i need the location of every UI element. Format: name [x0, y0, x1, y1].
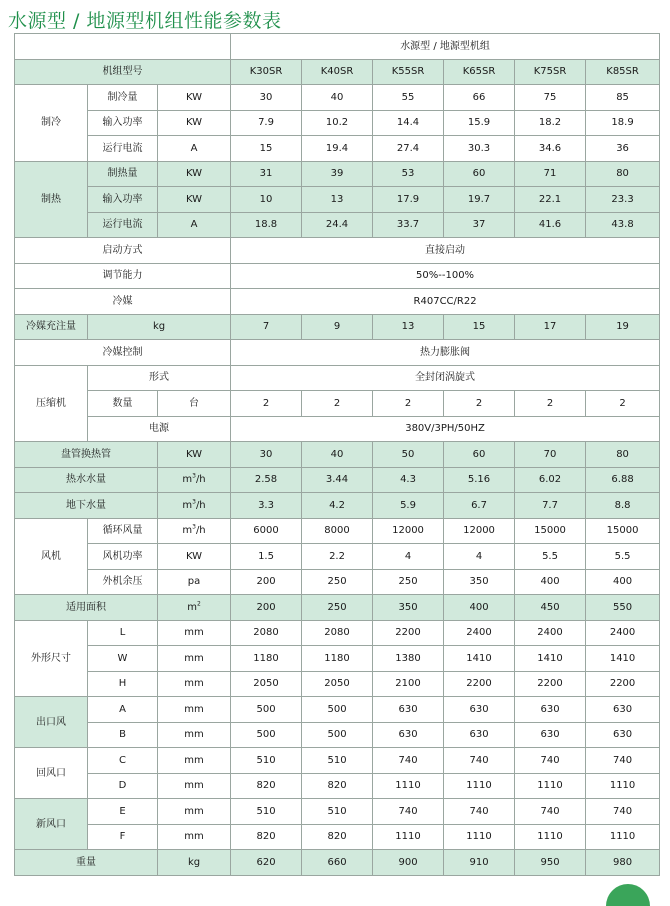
value-cell: 2080 [302, 620, 373, 646]
unit-exponent: 2 [196, 600, 201, 608]
table-row [15, 595, 660, 621]
value-cell: 620 [231, 850, 302, 876]
value-cell: 820 [302, 773, 373, 799]
value-cell: 2050 [302, 671, 373, 697]
value-cell: 33.7 [373, 212, 444, 238]
value-cell: 66 [444, 85, 515, 111]
unit-base: m [182, 499, 193, 511]
value-cell: 740 [444, 799, 515, 825]
table-row [15, 110, 660, 136]
table-row [15, 365, 660, 391]
value-cell: 740 [515, 799, 586, 825]
value-cell: 70 [515, 442, 586, 468]
value-cell: 740 [373, 748, 444, 774]
value-cell: 400 [444, 595, 515, 621]
model-label: 机组型号 [15, 59, 231, 85]
value-cell: 900 [373, 850, 444, 876]
table-row [15, 722, 660, 748]
model-header: K85SR [586, 59, 660, 85]
param-name: F [88, 824, 158, 850]
value-cell: 15.9 [444, 110, 515, 136]
value-cell: 6000 [231, 518, 302, 544]
table-row [15, 238, 660, 264]
value-cell: 630 [373, 722, 444, 748]
value-cell: 8.8 [586, 493, 660, 519]
fan-label: 风机 [15, 518, 88, 595]
value-cell: 250 [302, 595, 373, 621]
table-row [15, 263, 660, 289]
unit-cell [158, 493, 231, 519]
model-header: K40SR [302, 59, 373, 85]
unit-cell: mm [158, 824, 231, 850]
unit-cell: mm [158, 799, 231, 825]
unit-cell: KW [158, 442, 231, 468]
value-cell: 250 [302, 569, 373, 595]
value-cell: 1110 [373, 773, 444, 799]
unit-cell: pa [158, 569, 231, 595]
value-cell: 30 [231, 442, 302, 468]
value-cell: 40 [302, 442, 373, 468]
value-cell: 15000 [515, 518, 586, 544]
table-row [15, 799, 660, 825]
param-name: 运行电流 [88, 136, 158, 162]
value-cell: 630 [515, 697, 586, 723]
value-cell: 2050 [231, 671, 302, 697]
value-cell: 15000 [586, 518, 660, 544]
value-cell: 2 [586, 391, 660, 417]
value-cell: 1110 [515, 824, 586, 850]
unit-base: m [182, 474, 193, 486]
value-cell: 85 [586, 85, 660, 111]
value-cell: 1110 [586, 773, 660, 799]
power-label: 电源 [88, 416, 231, 442]
value-cell: 2 [302, 391, 373, 417]
table-row [15, 59, 660, 85]
value-cell: 24.4 [302, 212, 373, 238]
unit-cell: mm [158, 671, 231, 697]
param-name: 外机余压 [88, 569, 158, 595]
regulation-value: 50%--100% [231, 263, 660, 289]
outlet-label: 出口风 [15, 697, 88, 748]
value-cell: 3.3 [231, 493, 302, 519]
value-cell: 820 [231, 773, 302, 799]
value-cell: 27.4 [373, 136, 444, 162]
value-cell: 31 [231, 161, 302, 187]
power-value: 380V/3PH/50HZ [231, 416, 660, 442]
unit-base: m [182, 525, 193, 537]
table-row [15, 671, 660, 697]
value-cell: 4 [444, 544, 515, 570]
value-cell: 1410 [444, 646, 515, 672]
value-cell: 39 [302, 161, 373, 187]
value-cell: 37 [444, 212, 515, 238]
area-label: 适用面积 [15, 595, 158, 621]
value-cell: 5.16 [444, 467, 515, 493]
table-row [15, 697, 660, 723]
value-cell: 36 [586, 136, 660, 162]
unit-cell: mm [158, 620, 231, 646]
value-cell: 630 [444, 697, 515, 723]
param-name: E [88, 799, 158, 825]
table-row [15, 187, 660, 213]
param-name: H [88, 671, 158, 697]
value-cell: 5.5 [515, 544, 586, 570]
value-cell: 510 [231, 799, 302, 825]
unit-tail: /h [195, 525, 206, 537]
value-cell: 19 [586, 314, 660, 340]
value-cell: 2.2 [302, 544, 373, 570]
param-name: D [88, 773, 158, 799]
model-header: K75SR [515, 59, 586, 85]
value-cell: 7.7 [515, 493, 586, 519]
value-cell: 1.5 [231, 544, 302, 570]
value-cell: 550 [586, 595, 660, 621]
param-name: W [88, 646, 158, 672]
param-name: B [88, 722, 158, 748]
value-cell: 1110 [444, 773, 515, 799]
value-cell: 2200 [444, 671, 515, 697]
value-cell: 1410 [515, 646, 586, 672]
value-cell: 1410 [586, 646, 660, 672]
value-cell: 400 [586, 569, 660, 595]
model-header: K65SR [444, 59, 515, 85]
value-cell: 5.9 [373, 493, 444, 519]
table-row [15, 85, 660, 111]
unit-tail: /h [195, 499, 206, 511]
table-row [15, 544, 660, 570]
table-row [15, 442, 660, 468]
unit-cell: KW [158, 110, 231, 136]
param-name: 制冷量 [88, 85, 158, 111]
param-name: 输入功率 [88, 110, 158, 136]
unit-cell [158, 518, 231, 544]
value-cell: 34.6 [515, 136, 586, 162]
table-row [15, 161, 660, 187]
param-name: 风机功率 [88, 544, 158, 570]
table-row [15, 824, 660, 850]
value-cell: 13 [373, 314, 444, 340]
model-header: K55SR [373, 59, 444, 85]
return-air-label: 回风口 [15, 748, 88, 799]
weight-label: 重量 [15, 850, 158, 876]
value-cell: 19.7 [444, 187, 515, 213]
unit-cell: KW [158, 544, 231, 570]
value-cell: 12000 [444, 518, 515, 544]
start-mode-label: 启动方式 [15, 238, 231, 264]
table-row [15, 391, 660, 417]
unit-cell: kg [88, 314, 231, 340]
unit-tail: /h [195, 474, 206, 486]
value-cell: 1110 [515, 773, 586, 799]
value-cell: 22.1 [515, 187, 586, 213]
value-cell: 200 [231, 569, 302, 595]
value-cell: 660 [302, 850, 373, 876]
value-cell: 5.5 [586, 544, 660, 570]
value-cell: 10 [231, 187, 302, 213]
value-cell: 2 [231, 391, 302, 417]
value-cell: 6.7 [444, 493, 515, 519]
value-cell: 7 [231, 314, 302, 340]
value-cell: 2400 [515, 620, 586, 646]
param-name: 输入功率 [88, 187, 158, 213]
unit-cell: mm [158, 697, 231, 723]
refrigerant-control-label: 冷媒控制 [15, 340, 231, 366]
table-row [15, 416, 660, 442]
refrigerant-value: R407CC/R22 [231, 289, 660, 315]
value-cell: 2 [515, 391, 586, 417]
value-cell: 350 [444, 569, 515, 595]
charge-label: 冷媒充注量 [15, 314, 88, 340]
start-mode-value: 直接启动 [231, 238, 660, 264]
value-cell: 740 [515, 748, 586, 774]
form-value: 全封闭涡旋式 [231, 365, 660, 391]
table-row [15, 748, 660, 774]
value-cell: 400 [515, 569, 586, 595]
value-cell: 15 [231, 136, 302, 162]
value-cell: 40 [302, 85, 373, 111]
value-cell: 2100 [373, 671, 444, 697]
compressor-label: 压缩机 [15, 365, 88, 442]
unit-cell: A [158, 136, 231, 162]
value-cell: 6.02 [515, 467, 586, 493]
table-row [15, 467, 660, 493]
param-name: C [88, 748, 158, 774]
value-cell: 820 [302, 824, 373, 850]
unit-exponent: 3 [192, 498, 196, 506]
spec-table [14, 33, 660, 876]
coil-label: 盘管换热管 [15, 442, 158, 468]
value-cell: 6.88 [586, 467, 660, 493]
param-name: L [88, 620, 158, 646]
value-cell: 2 [373, 391, 444, 417]
value-cell: 80 [586, 442, 660, 468]
unit-cell [158, 595, 231, 621]
value-cell: 740 [586, 748, 660, 774]
value-cell: 4.3 [373, 467, 444, 493]
value-cell: 630 [515, 722, 586, 748]
logo-seal [606, 884, 650, 906]
value-cell: 2200 [586, 671, 660, 697]
param-name: 运行电流 [88, 212, 158, 238]
value-cell: 2080 [231, 620, 302, 646]
value-cell: 500 [231, 697, 302, 723]
unit-cell: mm [158, 646, 231, 672]
unit-cell [158, 467, 231, 493]
heating-label: 制热 [15, 161, 88, 238]
param-name: A [88, 697, 158, 723]
value-cell: 60 [444, 442, 515, 468]
value-cell: 500 [231, 722, 302, 748]
value-cell: 10.2 [302, 110, 373, 136]
unit-cell: mm [158, 773, 231, 799]
table-row [15, 212, 660, 238]
value-cell: 250 [373, 569, 444, 595]
param-name: 制热量 [88, 161, 158, 187]
value-cell: 18.9 [586, 110, 660, 136]
table-cell [15, 34, 231, 60]
value-cell: 53 [373, 161, 444, 187]
form-label: 形式 [88, 365, 231, 391]
value-cell: 1380 [373, 646, 444, 672]
value-cell: 4 [373, 544, 444, 570]
unit-cell: KW [158, 85, 231, 111]
qty-label: 数量 [88, 391, 158, 417]
value-cell: 23.3 [586, 187, 660, 213]
value-cell: 18.8 [231, 212, 302, 238]
value-cell: 630 [444, 722, 515, 748]
page-title: 水源型 / 地源型机组性能参数表 [8, 10, 282, 32]
value-cell: 60 [444, 161, 515, 187]
table-row [15, 569, 660, 595]
value-cell: 510 [302, 799, 373, 825]
value-cell: 7.9 [231, 110, 302, 136]
refrigerant-label: 冷媒 [15, 289, 231, 315]
value-cell: 17 [515, 314, 586, 340]
value-cell: 630 [586, 722, 660, 748]
value-cell: 19.4 [302, 136, 373, 162]
value-cell: 9 [302, 314, 373, 340]
value-cell: 630 [586, 697, 660, 723]
table-row [15, 340, 660, 366]
table-row [15, 136, 660, 162]
value-cell: 2400 [444, 620, 515, 646]
value-cell: 55 [373, 85, 444, 111]
value-cell: 13 [302, 187, 373, 213]
value-cell: 950 [515, 850, 586, 876]
refrigerant-control-value: 热力膨胀阀 [231, 340, 660, 366]
value-cell: 1180 [231, 646, 302, 672]
param-name: 循环风量 [88, 518, 158, 544]
value-cell: 2200 [515, 671, 586, 697]
value-cell: 80 [586, 161, 660, 187]
value-cell: 14.4 [373, 110, 444, 136]
value-cell: 980 [586, 850, 660, 876]
unit-cell: A [158, 212, 231, 238]
table-row [15, 850, 660, 876]
table-row [15, 289, 660, 315]
unit-cell: mm [158, 748, 231, 774]
unit-cell: kg [158, 850, 231, 876]
value-cell: 450 [515, 595, 586, 621]
value-cell: 2 [444, 391, 515, 417]
unit-cell: mm [158, 722, 231, 748]
unit-exponent: 3 [192, 472, 196, 480]
value-cell: 2400 [586, 620, 660, 646]
unit-cell: KW [158, 161, 231, 187]
value-cell: 15 [444, 314, 515, 340]
table-title: 水源型 / 地源型机组 [231, 34, 660, 60]
value-cell: 200 [231, 595, 302, 621]
table-row [15, 646, 660, 672]
value-cell: 740 [444, 748, 515, 774]
value-cell: 910 [444, 850, 515, 876]
value-cell: 43.8 [586, 212, 660, 238]
value-cell: 1110 [444, 824, 515, 850]
unit-cell: KW [158, 187, 231, 213]
value-cell: 500 [302, 697, 373, 723]
value-cell: 12000 [373, 518, 444, 544]
value-cell: 510 [231, 748, 302, 774]
value-cell: 740 [373, 799, 444, 825]
table-row [15, 493, 660, 519]
value-cell: 18.2 [515, 110, 586, 136]
value-cell: 740 [586, 799, 660, 825]
regulation-label: 调节能力 [15, 263, 231, 289]
model-header: K30SR [231, 59, 302, 85]
value-cell: 75 [515, 85, 586, 111]
value-cell: 350 [373, 595, 444, 621]
value-cell: 2200 [373, 620, 444, 646]
value-cell: 8000 [302, 518, 373, 544]
hot-water-label: 热水水量 [15, 467, 158, 493]
unit-base: m [187, 601, 197, 613]
table-row [15, 773, 660, 799]
value-cell: 17.9 [373, 187, 444, 213]
value-cell: 630 [373, 697, 444, 723]
cooling-label: 制冷 [15, 85, 88, 162]
table-row [15, 620, 660, 646]
value-cell: 4.2 [302, 493, 373, 519]
fresh-air-label: 新风口 [15, 799, 88, 850]
value-cell: 1110 [586, 824, 660, 850]
unit-cell: 台 [158, 391, 231, 417]
value-cell: 500 [302, 722, 373, 748]
value-cell: 30.3 [444, 136, 515, 162]
value-cell: 41.6 [515, 212, 586, 238]
value-cell: 1180 [302, 646, 373, 672]
value-cell: 820 [231, 824, 302, 850]
value-cell: 3.44 [302, 467, 373, 493]
table-row [15, 314, 660, 340]
value-cell: 50 [373, 442, 444, 468]
value-cell: 2.58 [231, 467, 302, 493]
table-row [15, 34, 660, 60]
dimensions-label: 外形尺寸 [15, 620, 88, 697]
value-cell: 1110 [373, 824, 444, 850]
value-cell: 71 [515, 161, 586, 187]
value-cell: 30 [231, 85, 302, 111]
unit-exponent: 3 [192, 523, 196, 531]
ground-water-label: 地下水量 [15, 493, 158, 519]
table-row [15, 518, 660, 544]
value-cell: 510 [302, 748, 373, 774]
